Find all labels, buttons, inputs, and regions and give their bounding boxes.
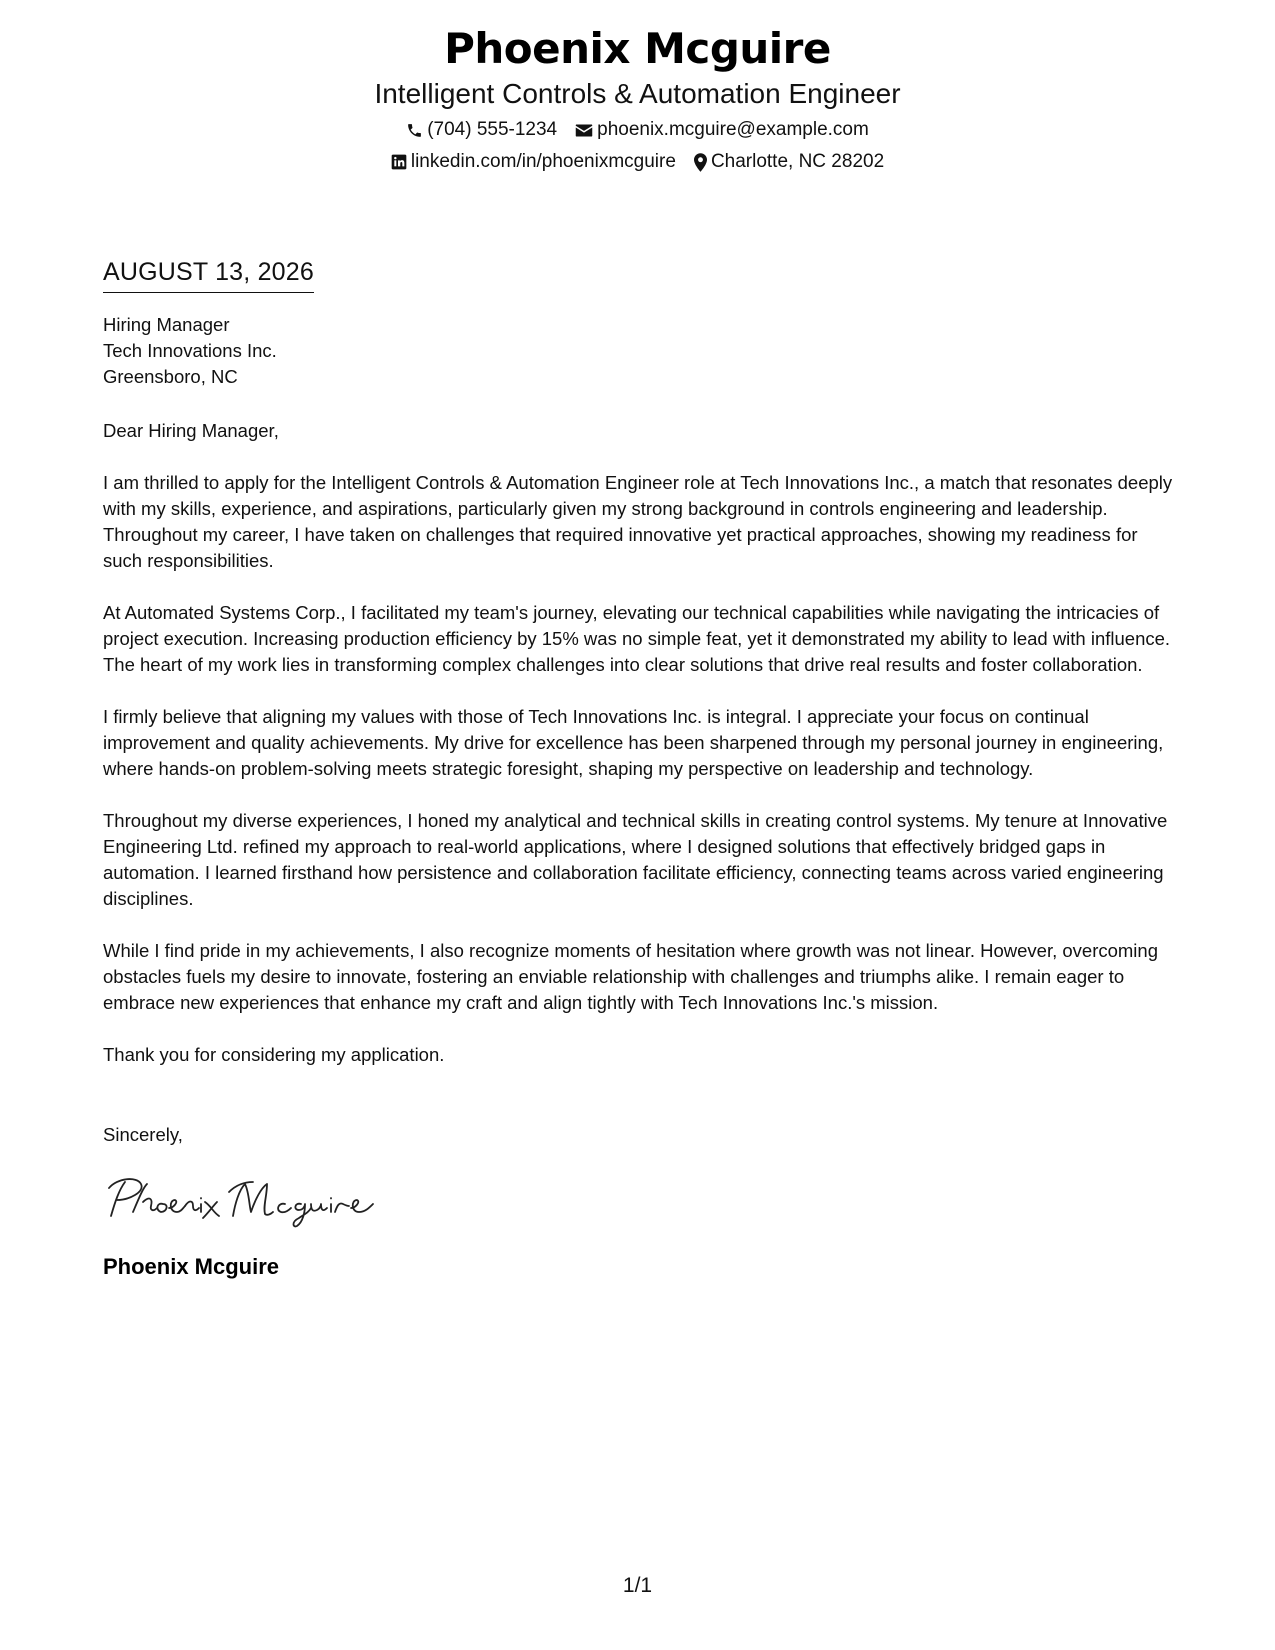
- linkedin-icon: [391, 154, 407, 170]
- applicant-name: Phoenix Mcguire: [444, 24, 831, 73]
- letter-date: AUGUST 13, 2026: [103, 255, 314, 293]
- contact-row-primary: [0, 117, 1275, 143]
- handwritten-signature: [103, 1172, 383, 1230]
- phone-number: (704) 555-1234: [427, 119, 558, 140]
- thank-you-line: Thank you for considering my application.: [103, 1044, 445, 1065]
- body-paragraph: While I find pride in my achievements, I also recognize moments of hesitation where growth was not linear. However, overcoming obstacles fuels my desire to innovate, fostering an enviable relationship with challenges and triumphs alike. I remain eager to embrace new experiences that enhance my craft and align tightly with Tech Innovations Inc.'s mission.: [103, 940, 1158, 1013]
- recipient-line: Hiring Manager: [103, 314, 230, 335]
- email-address[interactable]: phoenix.mcguire@example.com: [597, 119, 869, 140]
- applicant-title: Intelligent Controls & Automation Engineer: [374, 78, 901, 109]
- contact-email[interactable]: [575, 117, 869, 143]
- phone-icon: [406, 122, 423, 139]
- contact-row-secondary: [0, 149, 1275, 175]
- letter-header: [0, 22, 1275, 175]
- envelope-icon: [575, 123, 593, 138]
- map-pin-icon: [694, 153, 707, 172]
- location-text: Charlotte, NC 28202: [710, 151, 885, 172]
- contact-location: [694, 149, 884, 175]
- page-number: 1/1: [622, 1574, 653, 1597]
- body-paragraph: Throughout my diverse experiences, I honed my analytical and technical skills in creating control systems. My tenure at Innovative Engineering Ltd. refined my approach to real-world applications, where I designed solutions that effectively bridged gaps in automation. I learned firsthand how persistence and collaboration facilitate efficiency, connecting teams across varied engineering disciplines.: [103, 810, 1168, 909]
- recipient-block: [103, 312, 1178, 390]
- recipient-line: Tech Innovations Inc.: [103, 340, 277, 361]
- closing: Sincerely,: [103, 1124, 183, 1145]
- body-paragraph: I am thrilled to apply for the Intelligent Controls & Automation Engineer role at Tech Innovations Inc., a match that resonates deeply with my skills, experience, and aspirations, particularly given my strong background in controls engineering and leadership. Throughout my career, I have taken on challenges that required innovative yet practical approaches, showing my readiness for such responsibilities.: [103, 472, 1173, 571]
- letter-body: [103, 255, 1178, 1282]
- signer-name: Phoenix Mcguire: [103, 1254, 280, 1279]
- body-paragraph: I firmly believe that aligning my values with those of Tech Innovations Inc. is integral. I appreciate your focus on continual improvement and quality achievements. My drive for excellence has been sharpened through my personal journey in engineering, where hands-on problem-solving meets strategic foresight, shaping my perspective on leadership and technology.: [103, 706, 1164, 779]
- salutation: Dear Hiring Manager,: [103, 420, 279, 441]
- body-paragraph: At Automated Systems Corp., I facilitated my team's journey, elevating our technical capabilities while navigating the intricacies of project execution. Increasing production efficiency by 15% was no simple feat, yet it demonstrated my ability to lead with influence. The heart of my work lies in transforming complex challenges into clear solutions that drive real results and foster collaboration.: [103, 602, 1171, 675]
- contact-phone: [406, 117, 557, 143]
- contact-linkedin[interactable]: [391, 149, 676, 175]
- linkedin-url[interactable]: linkedin.com/in/phoenixmcguire: [410, 151, 676, 172]
- recipient-line: Greensboro, NC: [103, 366, 238, 387]
